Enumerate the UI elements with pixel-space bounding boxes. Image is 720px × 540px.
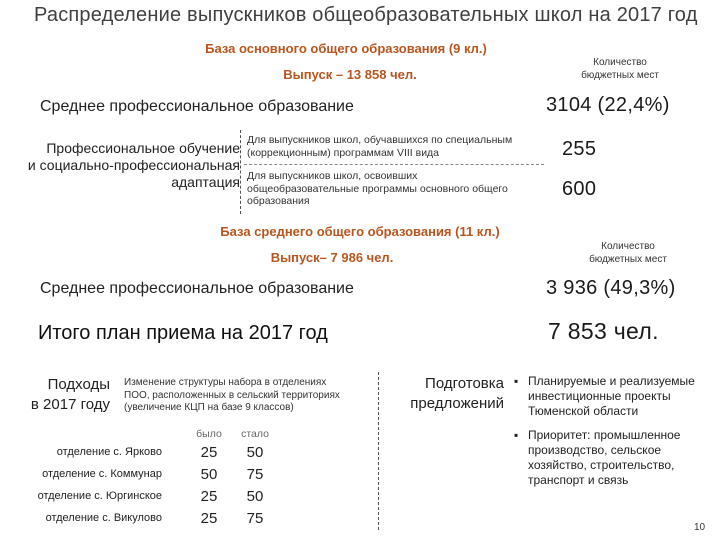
table-row-became: 50	[246, 488, 264, 505]
basic-program-text: Для выпускников школ, освоивших общеобразовательные программы основного общего образования	[247, 170, 508, 207]
prof-training-label: Профессиональное обучение и социально-профессиональная адаптация	[27, 140, 240, 190]
table-row-name: отделение с. Викулово	[45, 512, 162, 524]
secondary-quota-header: Количество бюджетных мест	[589, 241, 667, 265]
page-title: Распределение выпускников общеобразовательных школ на 2017 год	[34, 4, 698, 26]
table-row-became: 75	[246, 510, 264, 527]
col-was-header: было	[196, 428, 222, 440]
table-row-was: 50	[200, 466, 218, 483]
total-value: 7 853 чел.	[548, 318, 659, 344]
secondary-spo-value: 3 936 (49,3%)	[546, 277, 676, 299]
page-number: 10	[694, 522, 706, 533]
table-row-became: 50	[246, 444, 264, 461]
prof-training-divider	[240, 130, 241, 214]
approaches-description: Изменение структуры набора в отделениях ПОО, расположенных в сельский территориях (увеличение КЦП на базе 9 классов)	[124, 377, 340, 413]
basic-quota-header: Количество бюджетных мест	[581, 57, 659, 81]
section-divider	[378, 372, 379, 530]
basic-program-value: 600	[562, 178, 597, 200]
basic-spo-value: 3104 (22,4%)	[546, 94, 670, 116]
table-row-name: отделение с. Юргинское	[37, 490, 162, 502]
basic-spo-label: Среднее профессиональное образование	[40, 98, 354, 115]
secondary-release: Выпуск– 7 986 чел.	[270, 250, 394, 265]
secondary-base-label: База среднего общего образования (11 кл.)	[220, 224, 500, 239]
table-row-name: отделение с. Коммунар	[42, 468, 162, 480]
col-became-header: стало	[241, 428, 269, 440]
table-row-was: 25	[200, 444, 218, 461]
table-row-name: отделение с. Ярково	[56, 446, 162, 458]
proposals-label: Подготовка предложений	[410, 375, 504, 412]
program-separator	[244, 164, 544, 165]
table-row-was: 25	[200, 488, 218, 505]
basic-base-label: База основного общего образования (9 кл.)	[205, 41, 487, 56]
proposal-bullet-investment: ▪ Планируемые и реализуемые инвестиционные проекты Тюменской области	[514, 374, 695, 418]
bullet-icon: ▪	[514, 374, 519, 388]
special-program-text: Для выпускников школ, обучавшихся по специальным (коррекционным) программам VIII вида	[247, 134, 513, 159]
table-row-became: 75	[246, 466, 264, 483]
secondary-spo-label: Среднее профессиональное образование	[40, 280, 354, 297]
total-label: Итого план приема на 2017 год	[38, 322, 328, 344]
bullet-icon: ▪	[514, 428, 519, 442]
table-row-was: 25	[200, 510, 218, 527]
special-program-value: 255	[562, 138, 597, 160]
basic-release: Выпуск – 13 858 чел.	[283, 67, 417, 82]
proposal-bullet-priority: ▪ Приоритет: промышленное производство, сельское хозяйство, строительство, транспорт и связь	[514, 428, 681, 487]
approaches-label: Подходы в 2017 году	[30, 376, 110, 413]
